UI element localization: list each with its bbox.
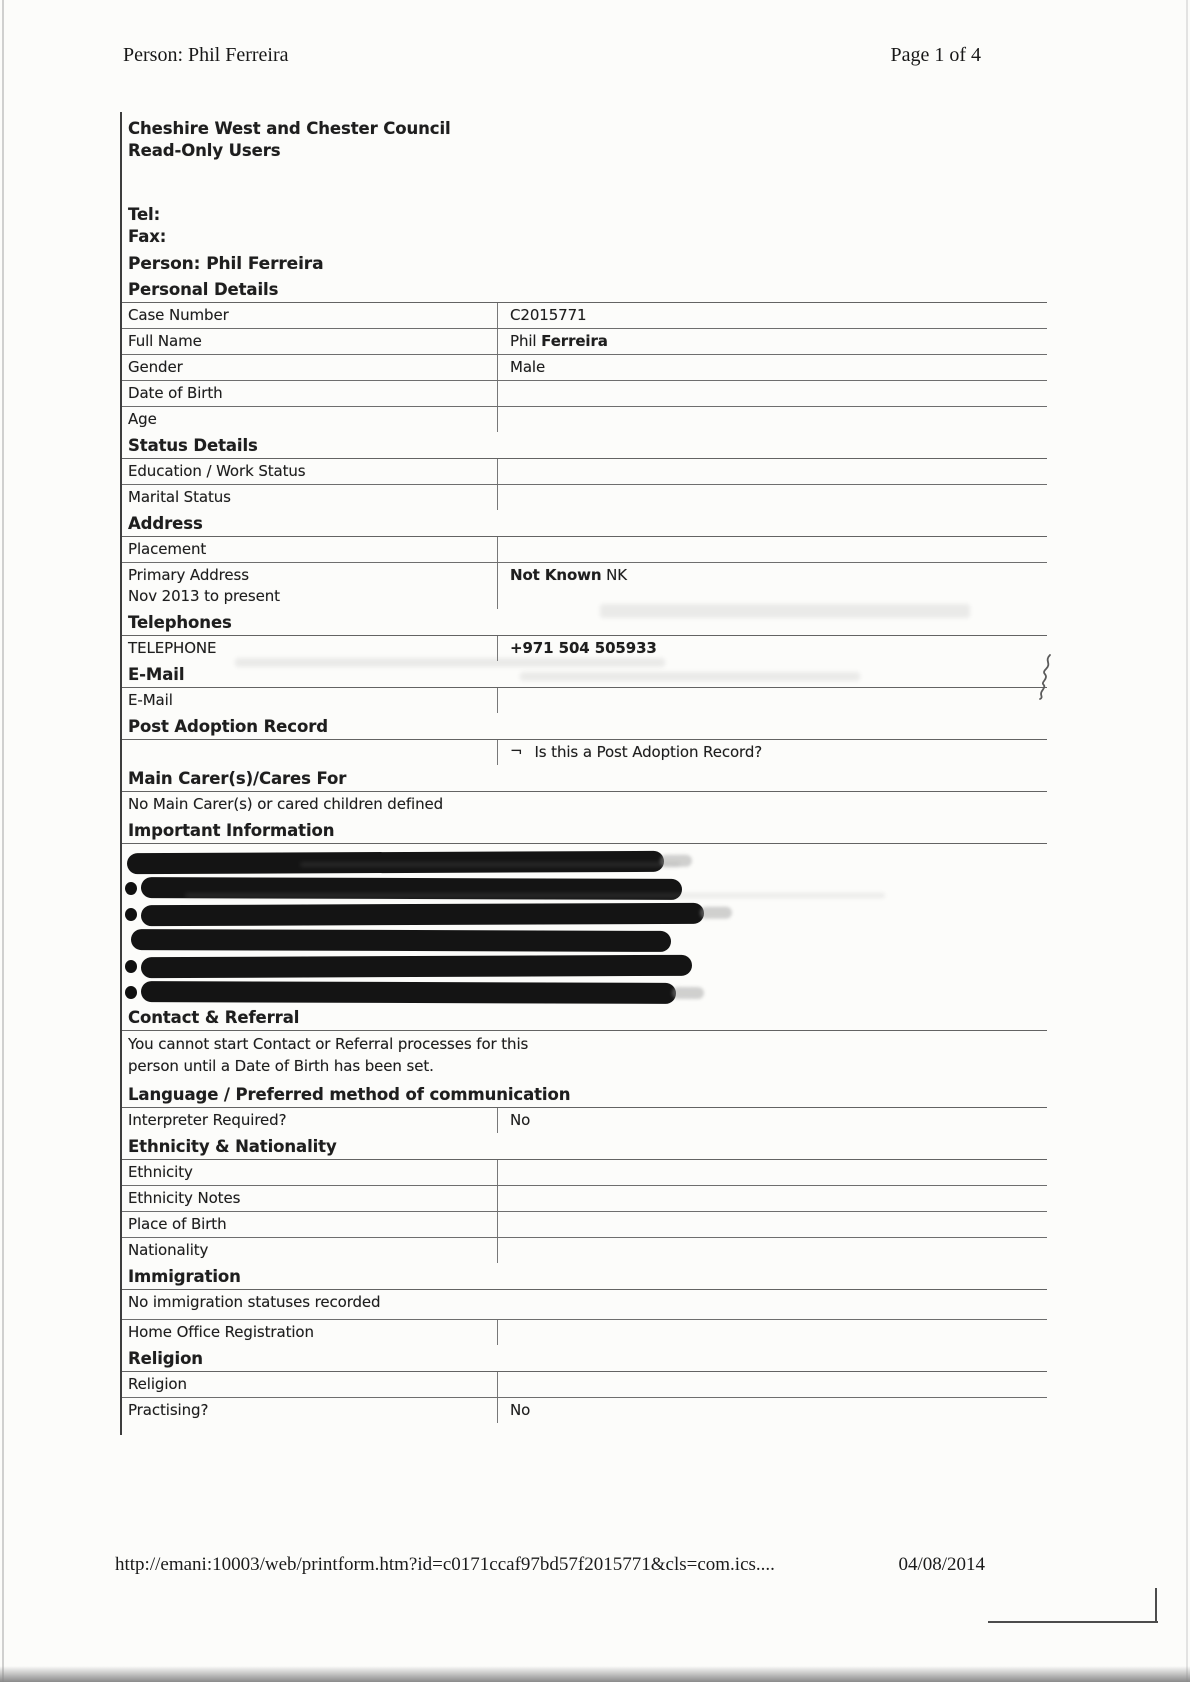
footer-date: 04/08/2014 bbox=[898, 1554, 985, 1575]
bullet-dot bbox=[125, 986, 137, 999]
note-text: No Main Carer(s) or cared children defined bbox=[128, 795, 444, 813]
field-value-text: +971 504 505933 bbox=[510, 639, 657, 657]
field-label bbox=[122, 329, 497, 354]
section-heading: Personal Details bbox=[122, 276, 1047, 303]
redaction-line bbox=[122, 956, 1047, 977]
field-label bbox=[122, 1238, 497, 1263]
field-value bbox=[497, 485, 1047, 510]
scan-corner-mark bbox=[988, 1621, 1158, 1623]
note-text: No immigration statuses recorded bbox=[128, 1293, 381, 1311]
field-label bbox=[122, 563, 497, 609]
field-value bbox=[497, 537, 1047, 562]
checkbox-icon: ¬ bbox=[510, 742, 523, 760]
redaction-bar bbox=[131, 929, 671, 952]
field-value bbox=[497, 381, 1047, 406]
scan-edge-right bbox=[1186, 0, 1188, 1682]
field-value bbox=[497, 1160, 1047, 1185]
section-heading: Address bbox=[122, 510, 1047, 537]
info-row bbox=[122, 563, 1047, 609]
field-value-text: Not Known bbox=[510, 566, 602, 584]
redaction-bar bbox=[141, 955, 692, 978]
field-value bbox=[497, 1186, 1047, 1211]
field-label bbox=[122, 1320, 497, 1345]
person-title-line: Person: Phil Ferreira bbox=[128, 254, 324, 274]
info-row bbox=[122, 1320, 1047, 1345]
note-row bbox=[122, 792, 1047, 817]
info-row bbox=[122, 688, 1047, 713]
section-heading: Ethnicity & Nationality bbox=[122, 1133, 1047, 1160]
field-label-text: Practising? bbox=[128, 1401, 209, 1419]
bullet-dot bbox=[125, 882, 137, 895]
tel-label: Tel: bbox=[128, 205, 161, 224]
scan-smudge bbox=[520, 672, 860, 681]
field-label-text: Placement bbox=[128, 540, 207, 558]
field-label bbox=[122, 1160, 497, 1185]
field-label-text: Nationality bbox=[128, 1241, 209, 1259]
field-value bbox=[497, 1398, 1047, 1423]
field-value bbox=[497, 459, 1047, 484]
info-row bbox=[122, 1186, 1047, 1212]
field-label bbox=[122, 688, 497, 713]
form-container bbox=[120, 112, 1047, 1435]
note-text: You cannot start Contact or Referral processes for this bbox=[128, 1035, 529, 1053]
checkbox-row bbox=[122, 740, 1047, 765]
field-label-text: Full Name bbox=[128, 332, 202, 350]
info-row bbox=[122, 381, 1047, 407]
note-row bbox=[122, 1290, 1047, 1320]
note-text: person until a Date of Birth has been set. bbox=[128, 1057, 434, 1075]
field-value bbox=[497, 563, 1047, 609]
section-heading: Immigration bbox=[122, 1263, 1047, 1290]
field-label-text: E-Mail bbox=[128, 691, 173, 709]
section-heading: Status Details bbox=[122, 432, 1047, 459]
field-value-text: Phil bbox=[510, 332, 542, 350]
field-label-text: Nov 2013 to present bbox=[128, 587, 280, 605]
field-label bbox=[122, 407, 497, 432]
field-label bbox=[122, 303, 497, 328]
handwritten-mark bbox=[1030, 653, 1060, 701]
footer-url: http://emani:10003/web/printform.htm?id=c0171ccaf97bd57f2015771&cls=com.ics.... bbox=[115, 1554, 775, 1575]
bullet-dot bbox=[125, 960, 137, 973]
empty-cell bbox=[122, 740, 497, 765]
field-label-text: Place of Birth bbox=[128, 1215, 227, 1233]
field-label-text: TELEPHONE bbox=[128, 639, 217, 657]
note-row bbox=[122, 1031, 1047, 1081]
field-label bbox=[122, 537, 497, 562]
field-value-text: NK bbox=[601, 566, 628, 584]
field-label-text: Case Number bbox=[128, 306, 229, 324]
field-value bbox=[497, 1212, 1047, 1237]
info-row bbox=[122, 1160, 1047, 1186]
field-value bbox=[497, 355, 1047, 380]
info-row bbox=[122, 537, 1047, 563]
field-value bbox=[497, 1372, 1047, 1397]
field-value-text: Male bbox=[510, 358, 546, 376]
field-value-text: Ferreira bbox=[541, 332, 608, 350]
organisation-name: Cheshire West and Chester Council bbox=[128, 119, 451, 138]
field-label-text: Education / Work Status bbox=[128, 462, 306, 480]
section-heading: Post Adoption Record bbox=[122, 713, 1047, 740]
fax-label: Fax: bbox=[128, 227, 167, 246]
redaction-bar bbox=[141, 903, 704, 926]
field-label bbox=[122, 1186, 497, 1211]
header-page-number: Page 1 of 4 bbox=[890, 44, 981, 66]
section-heading: Important Information bbox=[122, 817, 1047, 844]
field-label-text: Religion bbox=[128, 1375, 187, 1393]
scan-edge-bottom bbox=[0, 1666, 1190, 1682]
organisation-block bbox=[122, 118, 1047, 162]
field-label-text: Gender bbox=[128, 358, 183, 376]
section-heading: Telephones bbox=[122, 609, 1047, 636]
scan-smudge bbox=[235, 658, 665, 667]
scan-edge-left bbox=[2, 0, 4, 1682]
field-label-text: Interpreter Required? bbox=[128, 1111, 287, 1129]
info-row bbox=[122, 485, 1047, 510]
field-label-text: Age bbox=[128, 410, 157, 428]
scan-corner-mark bbox=[1155, 1588, 1157, 1623]
info-row bbox=[122, 1238, 1047, 1263]
redaction-line bbox=[122, 930, 1047, 951]
info-row bbox=[122, 407, 1047, 432]
info-row bbox=[122, 1372, 1047, 1398]
form-body bbox=[122, 276, 1047, 1423]
field-label bbox=[122, 381, 497, 406]
checkbox-cell bbox=[497, 740, 1047, 765]
scan-smudge bbox=[185, 893, 885, 898]
redaction-bar bbox=[141, 981, 676, 1004]
field-label bbox=[122, 1108, 497, 1133]
info-row bbox=[122, 303, 1047, 329]
info-row bbox=[122, 459, 1047, 485]
section-heading: Contact & Referral bbox=[122, 1008, 1047, 1031]
info-row bbox=[122, 329, 1047, 355]
info-row bbox=[122, 1108, 1047, 1133]
field-value-text: C2015771 bbox=[510, 306, 587, 324]
field-value-text: No bbox=[510, 1111, 531, 1129]
redaction-line bbox=[122, 904, 1047, 925]
checkbox-label: Is this a Post Adoption Record? bbox=[534, 743, 763, 761]
field-label bbox=[122, 459, 497, 484]
field-label bbox=[122, 1212, 497, 1237]
field-value bbox=[497, 1108, 1047, 1133]
field-value bbox=[497, 329, 1047, 354]
section-heading: Main Carer(s)/Cares For bbox=[122, 765, 1047, 792]
field-value bbox=[497, 1320, 1047, 1345]
bullet-dot bbox=[125, 908, 137, 921]
info-row bbox=[122, 355, 1047, 381]
field-label-text: Ethnicity Notes bbox=[128, 1189, 241, 1207]
info-row bbox=[122, 1398, 1047, 1423]
field-label-text: Ethnicity bbox=[128, 1163, 193, 1181]
field-label bbox=[122, 1372, 497, 1397]
field-label-text: Primary Address bbox=[128, 566, 249, 584]
section-heading: E-Mail bbox=[122, 661, 1047, 688]
redaction-line bbox=[122, 982, 1047, 1003]
scan-smudge bbox=[300, 862, 680, 867]
field-value bbox=[497, 407, 1047, 432]
header-person-title: Person: Phil Ferreira bbox=[123, 44, 289, 66]
tel-fax-block bbox=[122, 204, 1047, 248]
info-row bbox=[122, 1212, 1047, 1238]
field-label bbox=[122, 485, 497, 510]
field-label bbox=[122, 355, 497, 380]
page-header bbox=[123, 44, 981, 67]
organisation-subtitle: Read-Only Users bbox=[128, 141, 281, 160]
field-label-text: Home Office Registration bbox=[128, 1323, 314, 1341]
field-value bbox=[497, 688, 1047, 713]
field-value-text: No bbox=[510, 1401, 531, 1419]
scan-smudge bbox=[600, 604, 970, 618]
field-value bbox=[497, 1238, 1047, 1263]
field-label-text: Date of Birth bbox=[128, 384, 223, 402]
section-heading: Religion bbox=[122, 1345, 1047, 1372]
redacted-block bbox=[122, 844, 1047, 1008]
field-value bbox=[497, 303, 1047, 328]
field-label-text: Marital Status bbox=[128, 488, 231, 506]
section-heading: Language / Preferred method of communication bbox=[122, 1081, 1047, 1108]
page-footer bbox=[115, 1554, 985, 1576]
field-label bbox=[122, 1398, 497, 1423]
